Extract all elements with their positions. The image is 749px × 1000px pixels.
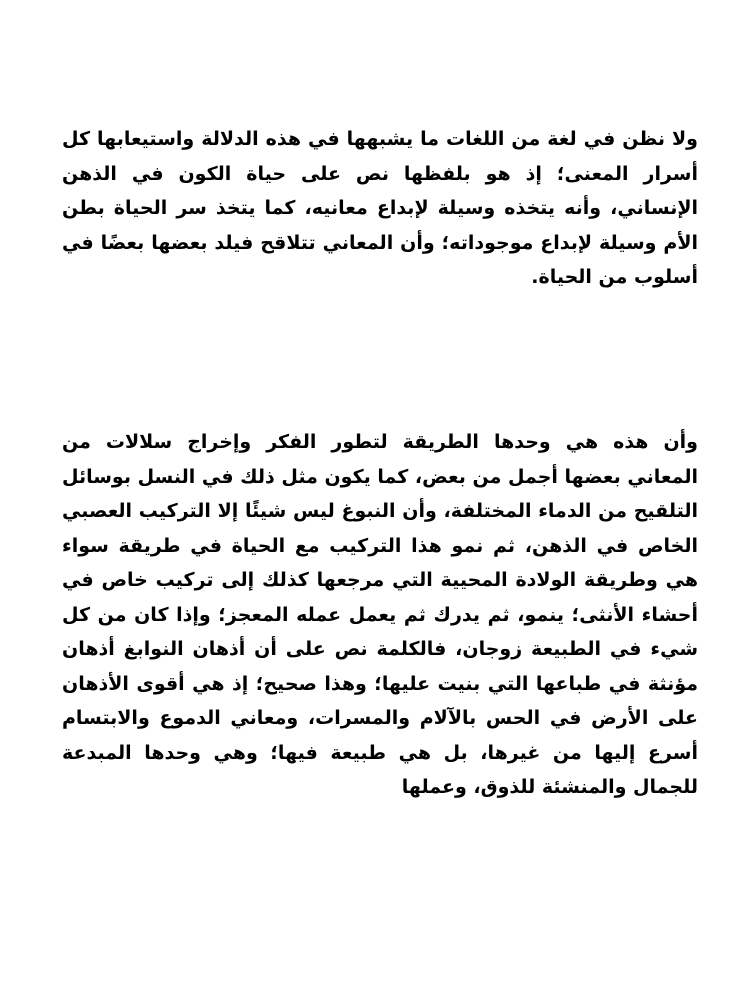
paragraph-1: ولا نظن في لغة من اللغات ما يشبهها في هذه الدلالة واستيعابها كل أسرار المعنى؛ إذ هو بلفظها نص على حياة الكون في الذهن الإنساني، وأنه يتخذه وسيلة لإبداع معانيه، كما يتخذ سر الحياة بطن الأم وسيلة لإبداع موجوداته؛ وأن المعاني تتلاقح فيلد بعضها بعضًا في أسلوب من الحياة.	[62, 128, 698, 288]
paragraph-2: وأن هذه هي وحدها الطريقة لتطور الفكر وإخراج سلالات من المعاني بعضها أجمل من بعض، كما يكون مثل ذلك في النسل بوسائل التلقيح من الدماء المختلفة، وأن النبوغ ليس شيئًا إلا التركيب العصبي الخاص في الذهن، ثم نمو هذا التركيب مع الحياة في طريقة سواء هي وطريقة الولادة المحيية التي مرجعها كذلك إلى تركيب خاص في أحشاء الأنثى؛ ينمو، ثم يدرك ثم يعمل عمله المعجز؛ وإذا كان من كل شيء في الطبيعة زوجان، فالكلمة نص على أن أذهان النوابغ أذهان مؤنثة في طباعها التي بنيت عليها؛ وهذا صحيح؛ إذ هي أقوى الأذهان على الأرض في الحس بالآلام والمسرات، ومعاني الدموع والابتسام أسرع إليها من غيرها، بل هي طبيعة فيها؛ وهي وحدها المبدعة للجمال والمنشئة للذوق، وعملها	[62, 431, 698, 798]
